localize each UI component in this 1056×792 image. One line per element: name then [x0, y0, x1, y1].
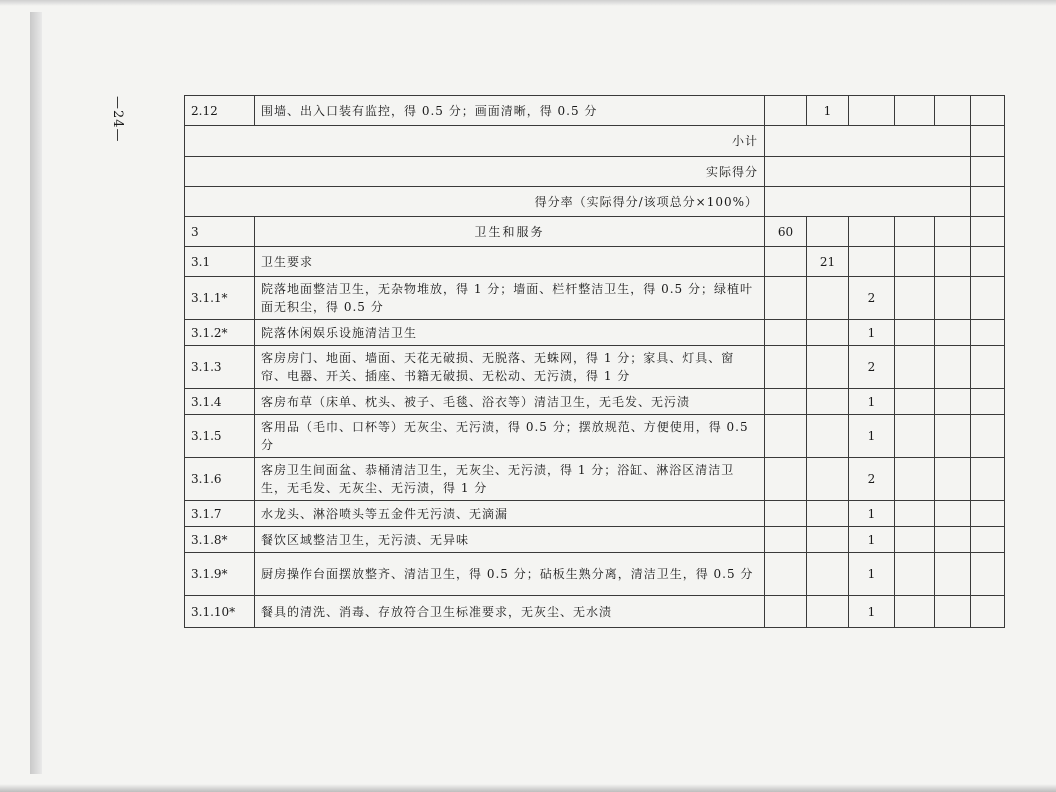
scan-bottom-edge: [0, 784, 1056, 792]
subsection-title: 卫生要求: [255, 247, 765, 277]
item-score: 1: [849, 320, 895, 346]
table-row: [185, 596, 1005, 628]
item-content: 客用品（毛巾、口杯等）无灰尘、无污渍，得 0.5 分；摆放规范、方便使用，得 0.5 分: [255, 415, 765, 458]
subsection-score: 21: [807, 247, 849, 277]
item-number: 3.1.6: [185, 458, 255, 501]
item-number: 3.1.10*: [185, 596, 255, 628]
summary-row-subtotal: [185, 126, 1005, 157]
table-row: [185, 346, 1005, 389]
section-row: [185, 217, 1005, 247]
scan-top-edge: [0, 0, 1056, 6]
subsection-number: 3.1: [185, 247, 255, 277]
item-score: 1: [849, 596, 895, 628]
table-row: [185, 320, 1005, 346]
table-row: [185, 458, 1005, 501]
item-score: 2: [849, 346, 895, 389]
table-row: [185, 527, 1005, 553]
page-number: —24—: [110, 96, 125, 143]
item-score: 1: [849, 501, 895, 527]
item-content: 客房布草（床单、枕头、被子、毛毯、浴衣等）清洁卫生，无毛发、无污渍: [255, 389, 765, 415]
item-score: 1: [849, 527, 895, 553]
scoring-table: [184, 95, 1005, 628]
table-row: [185, 389, 1005, 415]
item-score: 1: [807, 96, 849, 126]
table-row: [185, 415, 1005, 458]
item-number: 2.12: [185, 96, 255, 126]
table-row: [185, 277, 1005, 320]
table-row: [185, 96, 1005, 126]
item-score: 1: [849, 553, 895, 596]
item-number: 3.1.4: [185, 389, 255, 415]
item-score: 1: [849, 389, 895, 415]
item-content: 院落地面整洁卫生，无杂物堆放，得 1 分；墙面、栏杆整洁卫生，得 0.5 分；绿植叶面无积尘，得 0.5 分: [255, 277, 765, 320]
section-score: 60: [765, 217, 807, 247]
item-content: 餐具的清洗、消毒、存放符合卫生标准要求，无灰尘、无水渍: [255, 596, 765, 628]
summary-label: 得分率（实际得分/该项总分×100%）: [185, 187, 765, 217]
summary-label: 小计: [185, 126, 765, 157]
item-number: 3.1.5: [185, 415, 255, 458]
subsection-row: [185, 247, 1005, 277]
summary-row-score-rate: [185, 187, 1005, 217]
table-row: [185, 501, 1005, 527]
item-content: 院落休闲娱乐设施清洁卫生: [255, 320, 765, 346]
item-content: 厨房操作台面摆放整齐、清洁卫生，得 0.5 分；砧板生熟分离，清洁卫生，得 0.5 分: [255, 553, 765, 596]
item-number: 3.1.8*: [185, 527, 255, 553]
item-number: 3.1.3: [185, 346, 255, 389]
item-score: 1: [849, 415, 895, 458]
item-score: 2: [849, 458, 895, 501]
item-number: 3.1.7: [185, 501, 255, 527]
section-number: 3: [185, 217, 255, 247]
item-score: 2: [849, 277, 895, 320]
item-number: 3.1.9*: [185, 553, 255, 596]
binding-strip: [30, 12, 42, 774]
table-row: [185, 553, 1005, 596]
item-number: 3.1.1*: [185, 277, 255, 320]
item-number: 3.1.2*: [185, 320, 255, 346]
item-content: 客房房门、地面、墙面、天花无破损、无脱落、无蛛网，得 1 分；家具、灯具、窗帘、电器、开关、插座、书籍无破损、无松动、无污渍，得 1 分: [255, 346, 765, 389]
summary-row-actual-score: [185, 157, 1005, 187]
item-content: 客房卫生间面盆、恭桶清洁卫生，无灰尘、无污渍，得 1 分；浴缸、淋浴区清洁卫生，无毛发、无灰尘、无污渍，得 1 分: [255, 458, 765, 501]
item-content: 餐饮区域整洁卫生，无污渍、无异味: [255, 527, 765, 553]
item-content: 围墙、出入口装有监控，得 0.5 分；画面清晰，得 0.5 分: [255, 96, 765, 126]
item-content: 水龙头、淋浴喷头等五金件无污渍、无滴漏: [255, 501, 765, 527]
summary-label: 实际得分: [185, 157, 765, 187]
section-title: 卫生和服务: [255, 217, 765, 247]
